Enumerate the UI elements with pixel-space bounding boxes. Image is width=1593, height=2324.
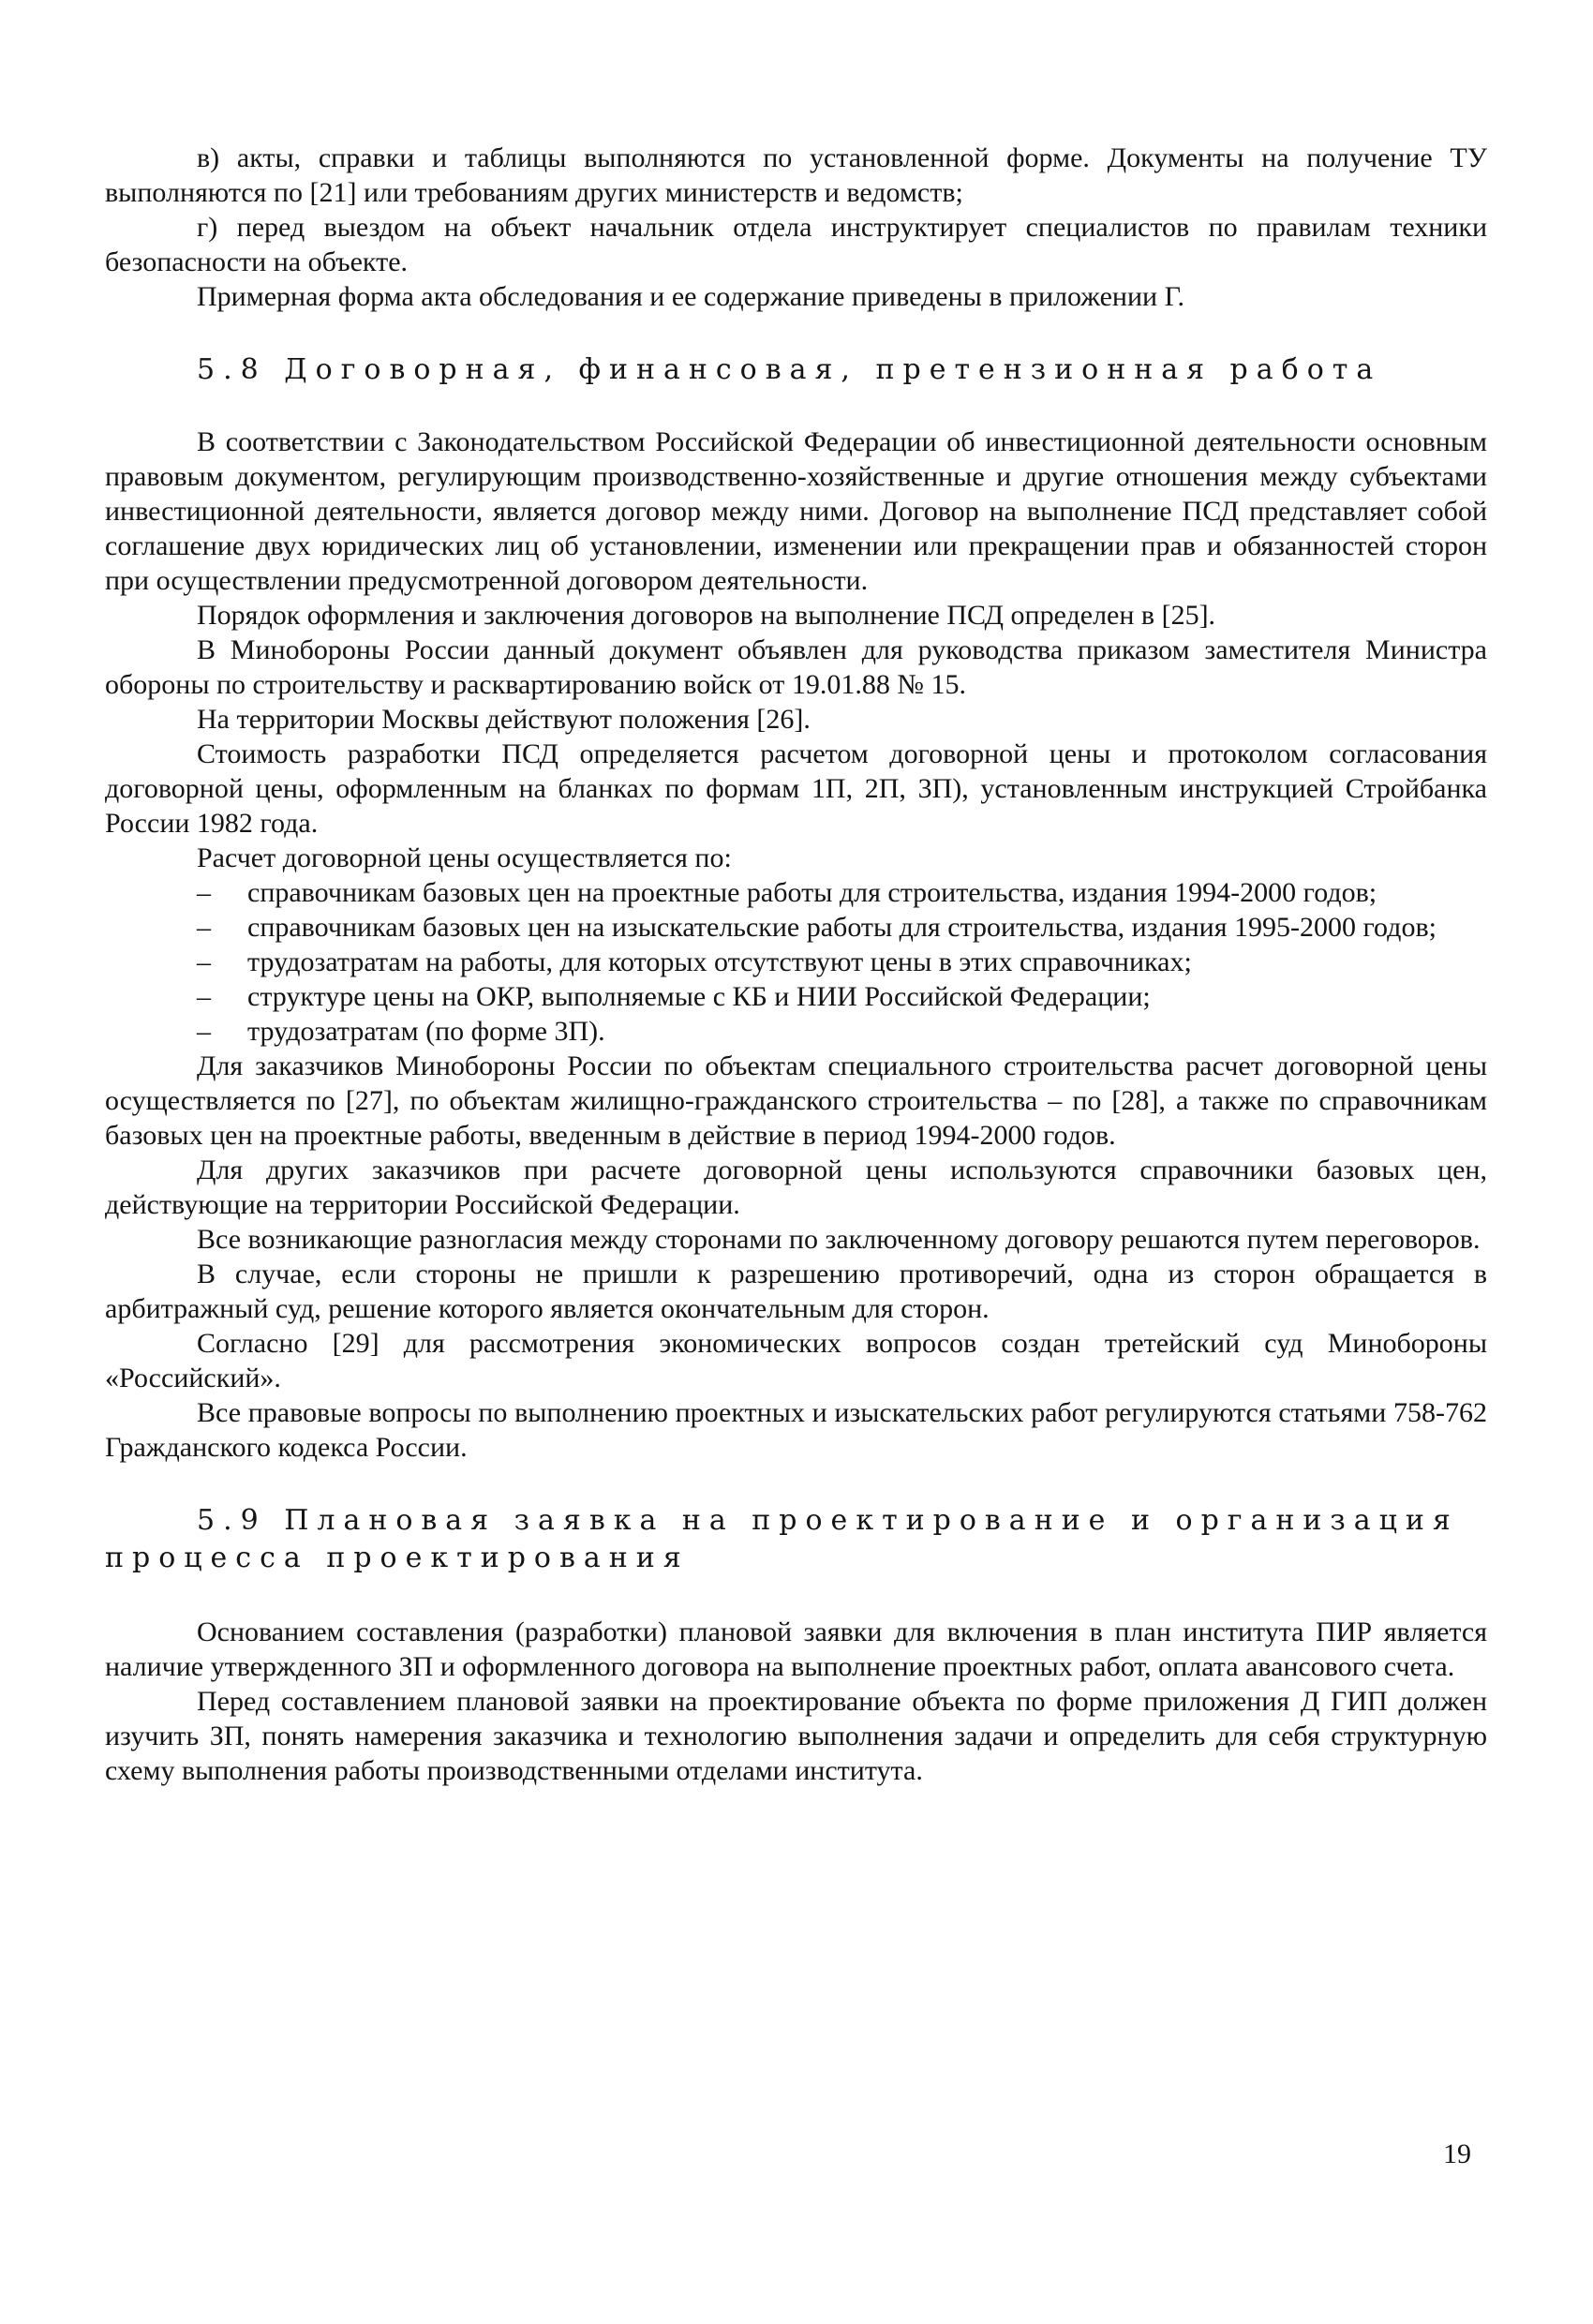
paragraph: Для заказчиков Минобороны России по объектам специального строительства расчет договорной цены осуществляется по [27], по объектам жилищно-гражданского строительства – по [28], а также по справочникам базовых цен на проектные работы, введенным в действие в период 1994-2000 годов. [105, 1050, 1487, 1151]
list-item: – трудозатратам на работы, для которых отсутствуют цены в этих справочниках; [197, 946, 1192, 977]
paragraph: В случае, если стороны не пришли к разрешению противоречий, одна из сторон обращается в арбитражный суд, решение которого является окончательным для сторон. [105, 1259, 1487, 1324]
dash-marker: – [197, 1016, 211, 1047]
dash-marker: – [197, 912, 211, 943]
section-heading-5-8: 5.8 Договорная, финансовая, претензионная работа [197, 353, 1382, 386]
price-basis-list [105, 875, 1487, 1049]
paragraph: Согласно [29] для рассмотрения экономических вопросов создан третейский суд Минобороны «Российский». [105, 1328, 1487, 1393]
paragraph: Все правовые вопросы по выполнению проектных и изыскательских работ регулируются статьями 758-762 Гражданского кодекса России. [105, 1397, 1487, 1463]
dash-marker: – [197, 981, 211, 1012]
list-item: – справочникам базовых цен на проектные работы для строительства, издания 1994-2000 годов; [197, 877, 1377, 908]
list-item: – структуре цены на ОКР, выполняемые с КБ и НИИ Российской Федерации; [197, 981, 1151, 1012]
paragraph: Основанием составления (разработки) плановой заявки для включения в план института ПИР является наличие утвержденного ЗП и оформленного договора на выполнение проектных работ, оплата авансового счета. [105, 1616, 1487, 1682]
dash-marker: – [197, 877, 211, 908]
paragraph: В Минобороны России данный документ объявлен для руководства приказом заместителя Министра обороны по строительству и расквартированию войск от 19.01.88 № 15. [105, 634, 1487, 700]
paragraph: Все возникающие разногласия между сторонами по заключенному договору решаются путем переговоров. [197, 1224, 1481, 1255]
paragraph: В соответствии с Законодательством Российской Федерации об инвестиционной деятельности основным правовым документом, регулирующим производственно-хозяйственные и другие отношения между субъектами инвестиционной деятельности, является договор между ними. Договор на выполнение ПСД представляет собой соглашение двух юридических лиц об установлении, изменении или прекращении прав и обязанностей сторон при осуществлении предусмотренной договором деятельности. [105, 426, 1487, 596]
dash-marker: – [197, 946, 211, 977]
text-column [105, 141, 1487, 1788]
section-heading-5-9: 5.9 Плановая заявка на проектирование и организация процесса проектирования [105, 1504, 1459, 1574]
paragraph: Расчет договорной цены осуществляется по: [197, 842, 732, 873]
paragraph: Перед составлением плановой заявки на проектирование объекта по форме приложения Д ГИП должен изучить ЗП, понять намерения заказчика и технологию выполнения задачи и определить для себя структурную схему выполнения работы производственными отделами института. [105, 1686, 1487, 1786]
paragraph: На территории Москвы действуют положения [26]. [197, 704, 811, 735]
paragraph: Для других заказчиков при расчете договорной цены используются справочники базовых цен, действующие на территории Российской Федерации. [105, 1155, 1487, 1220]
paragraph: Стоимость разработки ПСД определяется расчетом договорной цены и протоколом согласования договорной цены, оформленным на бланках по формам 1П, 2П, 3П), установленным инструкцией Стройбанка России 1982 года. [105, 738, 1487, 839]
list-item-v: в) акты, справки и таблицы выполняются по установленной форме. Документы на получение ТУ выполняются по [21] или требованиям других министерств и ведомств; [105, 142, 1487, 208]
paragraph: Примерная форма акта обследования и ее содержание приведены в приложении Г. [197, 281, 1185, 312]
page-number: 19 [1443, 2138, 1471, 2169]
list-item: – трудозатратам (по форме 3П). [197, 1016, 605, 1047]
paragraph: Порядок оформления и заключения договоров на выполнение ПСД определен в [25]. [197, 600, 1216, 631]
list-item: – справочникам базовых цен на изыскательские работы для строительства, издания 1995-2000 годов; [197, 912, 1437, 943]
list-item-g: г) перед выездом на объект начальник отдела инструктирует специалистов по правилам техники безопасности на объекте. [105, 212, 1487, 277]
